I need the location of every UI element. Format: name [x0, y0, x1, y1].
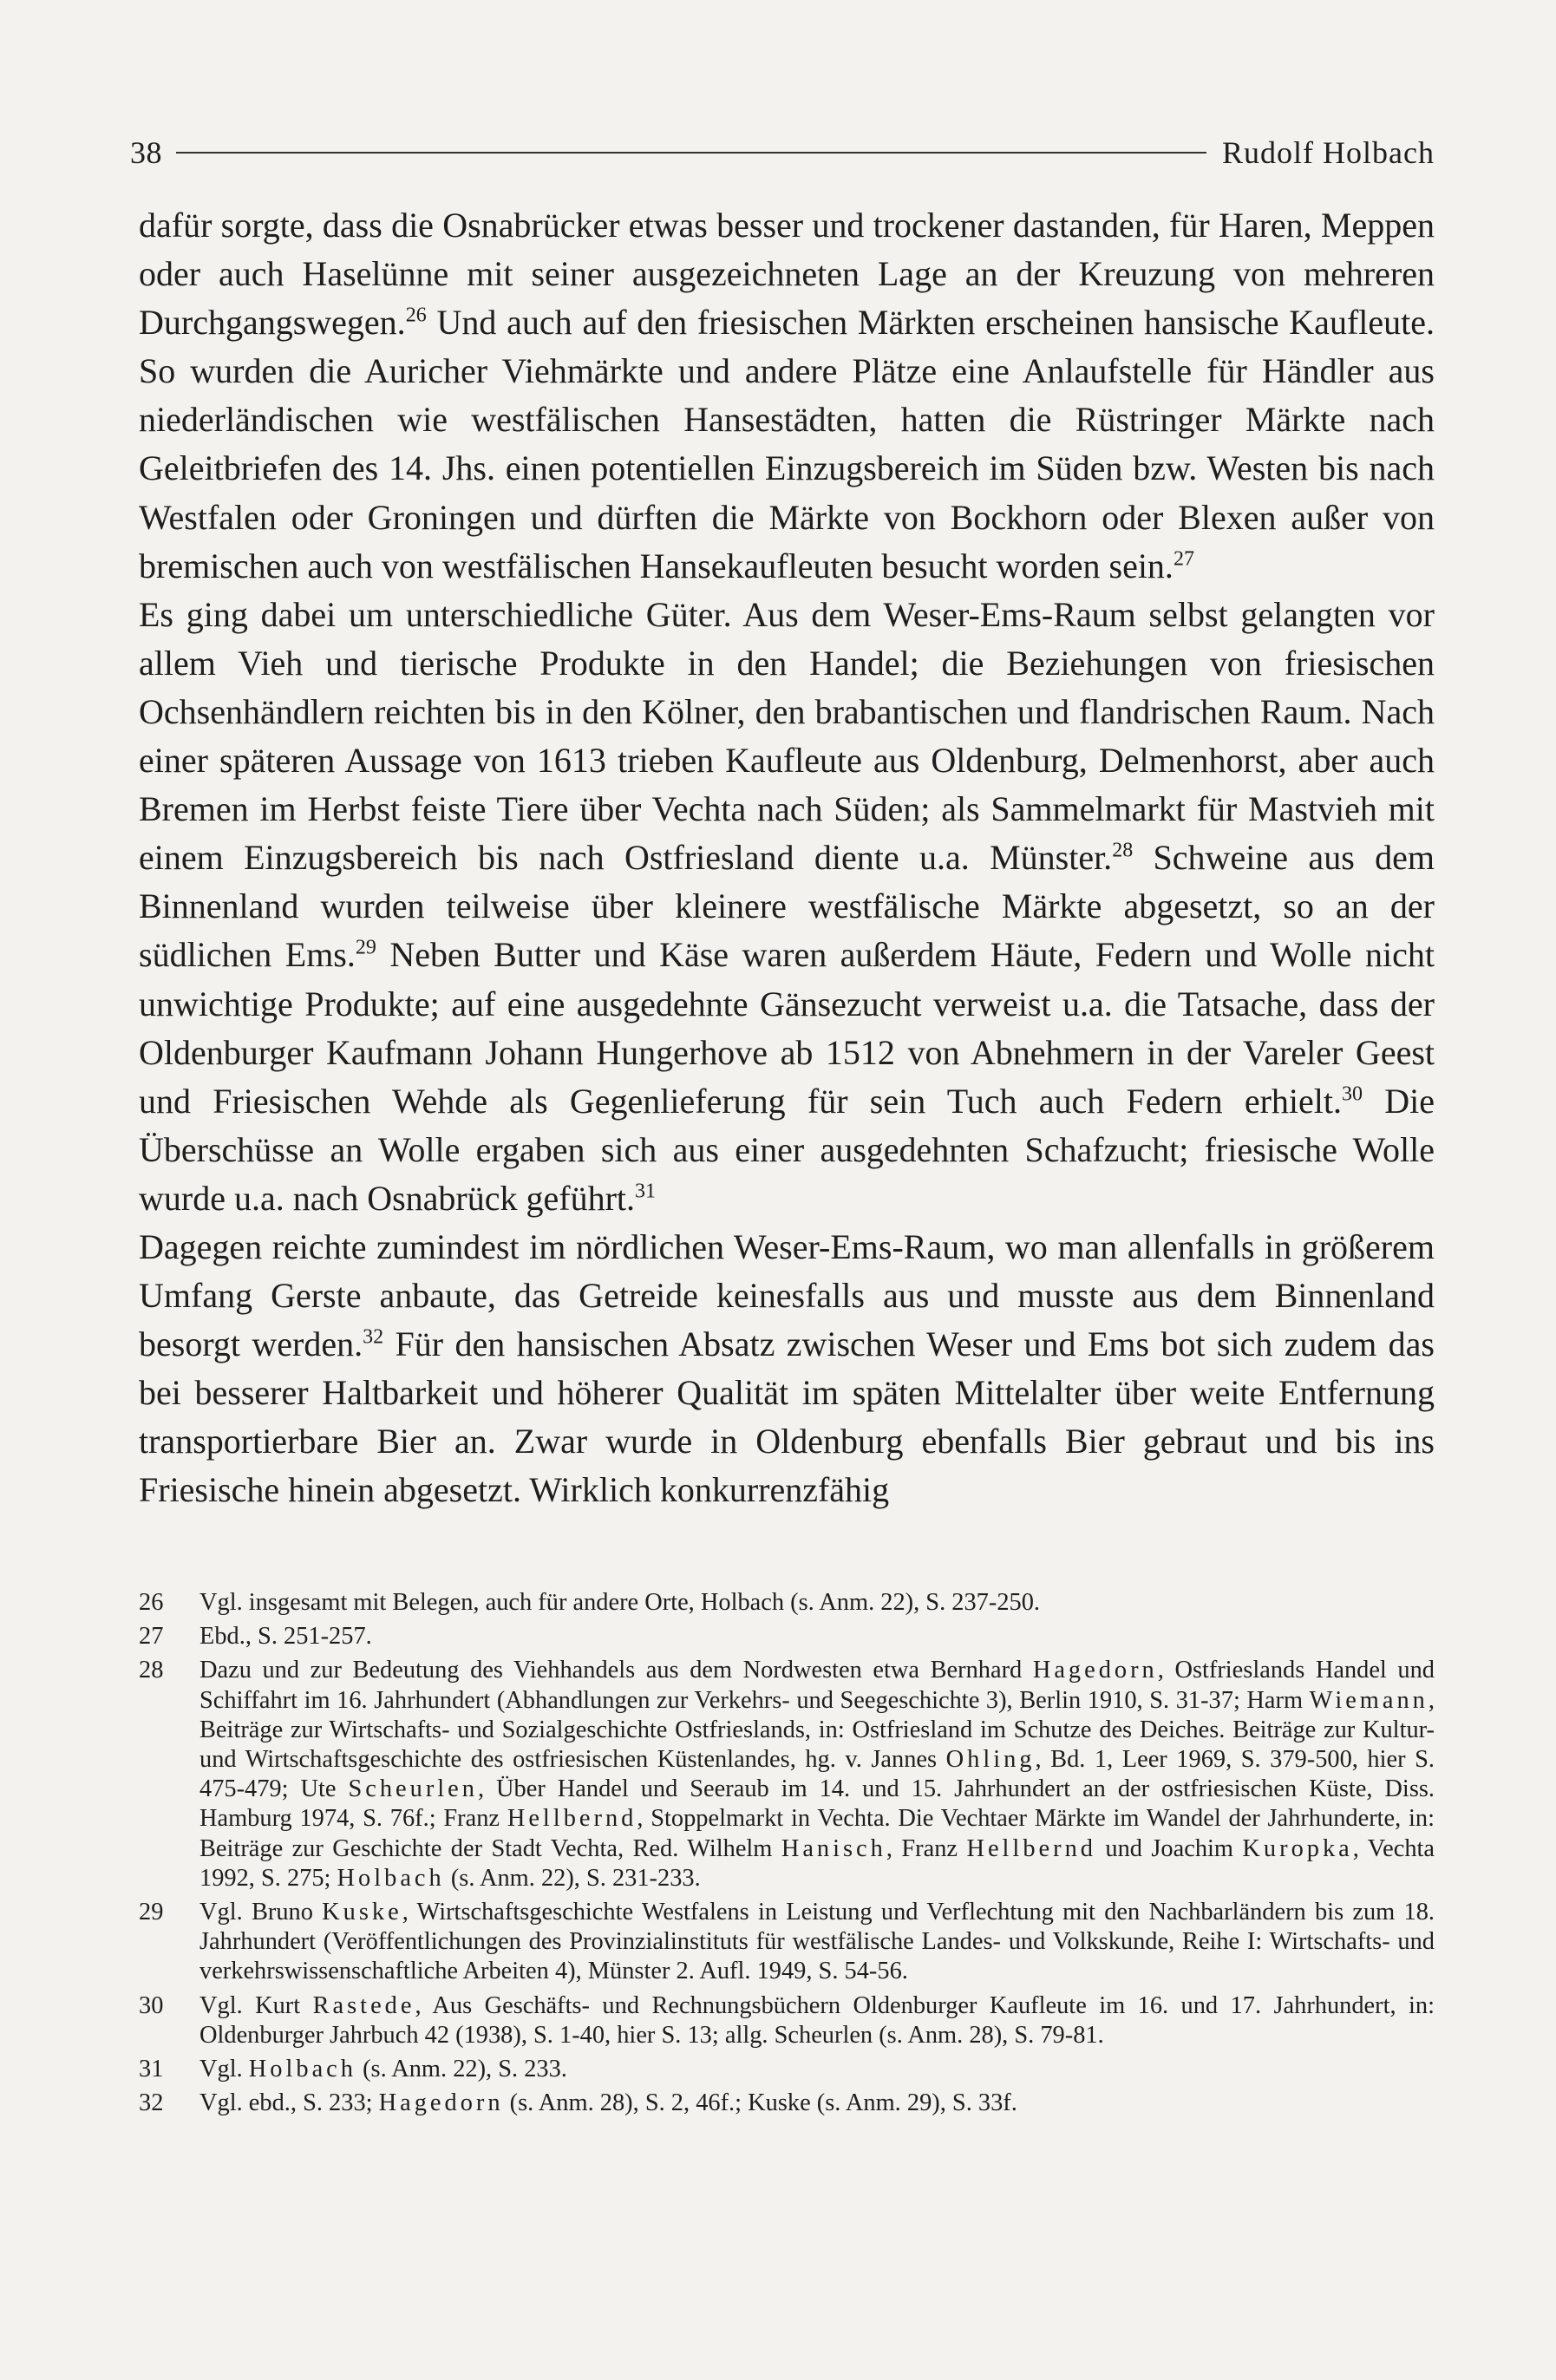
text-run: (s. Anm. 22), S. 233. [356, 2056, 567, 2083]
footnotes [139, 1588, 1435, 2122]
footnote-number: 27 [139, 1623, 164, 1651]
text-run: (s. Anm. 22), S. 231-233. [444, 1864, 701, 1892]
text-run: Die Überschüsse an Wolle ergaben sich aus einer ausgedehnten Schafzucht; friesische Wolle wurde u.a. nach Osnabrück geführt. [139, 1081, 1435, 1218]
author-name: Hellbernd [966, 1834, 1096, 1862]
text-run: Dagegen reichte zumindest im nördlichen Weser-Ems-Raum, wo man allenfalls in größerem Umfang Gerste anbaute, das Getreide keinesfalls aus und musste aus dem Binnenland besorgt werden. [139, 1226, 1435, 1364]
author-name: Holbach [337, 1864, 445, 1892]
body-text [139, 201, 1435, 1515]
footnote-text [199, 1588, 1435, 1618]
footnote-number: 31 [139, 2056, 164, 2083]
text-run: Schweine aus dem Binnenland wurden teilweise über kleinere westfälische Märkte abgesetzt, so an der südlichen Ems. [139, 838, 1435, 975]
author-name: Scheurlen [348, 1775, 478, 1803]
footnote-text [199, 2055, 1435, 2084]
footnote-ref: 30 [1342, 1082, 1363, 1106]
footnote-ref: 28 [1112, 839, 1134, 862]
header-rule [176, 152, 1206, 154]
text-run: , Stoppelmarkt in Vechta. Die Vechtaer Märkte im Wandel der Jahrhunderte, in: Beiträge zur Geschichte der Stadt Vechta, Red. Wilhelm [199, 1805, 1435, 1862]
footnote-ref: 26 [405, 304, 427, 327]
footnote-text [199, 1656, 1435, 1893]
paragraph [139, 1223, 1435, 1515]
footnote-ref: 32 [363, 1325, 384, 1349]
footnote-ref: 27 [1173, 547, 1194, 571]
text-run: (s. Anm. 28), S. 2, 46f.; Kuske (s. Anm. 29), S. 33f. [503, 2089, 1017, 2117]
footnote [139, 2055, 1435, 2084]
footnote-number: 28 [139, 1657, 164, 1684]
author-name: Hagedorn [1032, 1657, 1158, 1684]
text-run: Vgl. Kurt [199, 1991, 313, 2019]
author-name: Kuropka [1242, 1834, 1353, 1862]
footnote [139, 2089, 1435, 2118]
author-name: Rastede [312, 1991, 415, 2019]
text-run: dafür sorgte, dass die Osnabrücker etwas besser und trockener dastanden, für Haren, Meppen oder auch Haselünne mit seiner ausgezeichneten Lage an der Kreuzung von mehreren Durchgangswegen. [139, 206, 1435, 343]
author-name: Wiemann [1309, 1686, 1429, 1714]
text-run: Vgl. insgesamt mit Belegen, auch für andere Orte, Holbach (s. Anm. 22), S. 237-250. [199, 1589, 1041, 1616]
author-name: Hagedorn [378, 2089, 504, 2117]
text-run: Vgl. [199, 2056, 249, 2083]
page-header [130, 128, 1435, 177]
author-name: Kuske [322, 1899, 402, 1926]
author-name: Ohling [945, 1746, 1036, 1774]
paragraph [139, 201, 1435, 591]
footnote-number: 29 [139, 1899, 164, 1926]
text-run: , Ostfrieslands Handel und Schiffahrt im 16. Jahrhundert (Abhandlungen zur Verkehrs- und Seegeschichte 3), Berlin 1910, S. 31-37; Harm [199, 1657, 1435, 1714]
text-run: Es ging dabei um unterschiedliche Güter. Aus dem Weser-Ems-Raum selbst gelangten vor allem Vieh und tierische Produkte in den Handel; die Beziehungen von friesischen Ochsenhändlern reichten bis in den Kölner, den brabantischen und flandrischen Raum. Nach einer späteren Aussage von 1613 trieben Kaufleute aus Oldenburg, Delmenhorst, aber auch Bremen im Herbst feiste Tiere über Vechta nach Süden; als Sammelmarkt für Mastvieh mit einem Einzugsbereich bis nach Ostfriesland diente u.a. Münster. [139, 594, 1435, 878]
footnote [139, 1898, 1435, 1987]
footnote-text [199, 1991, 1435, 2050]
footnote-number: 26 [139, 1589, 164, 1616]
text-run: Neben Butter und Käse waren außerdem Häute, Federn und Wolle nicht unwichtige Produkte; auf eine ausgedehnte Gänsezucht verweist u.a. die Tatsache, dass der Oldenburger Kaufmann Johann Hungerhove ab 1512 von Abnehmern in der Vareler Geest und Friesischen Wehde als Gegenlieferung für sein Tuch auch Federn erhielt. [139, 935, 1435, 1121]
author-name: Hellbernd [507, 1805, 637, 1833]
paragraph [139, 591, 1435, 1223]
text-run: Ebd., S. 251-257. [199, 1623, 372, 1651]
text-run: , Wirtschaftsgeschichte Westfalens in Leistung und Verflechtung mit den Nachbarländern bis zum 18. Jahrhundert (Veröffentlichungen des Provinzialinstituts für westfälische Landes- und Volkskunde, Reihe I: Wirtschafts- und verkehrswissenschaftliche Arbeiten 4), Münster 2. Aufl. 1949, S. 54-56. [199, 1899, 1435, 1985]
page-number: 38 [130, 135, 162, 170]
text-run: , Beiträge zur Wirtschafts- und Sozialgeschichte Ostfrieslands, in: Ostfriesland im Schutze des Deiches. Beiträge zur Kultur- und Wirtschaftsgeschichte des ostfriesischen Küstenlandes, hg. v. Jannes [199, 1686, 1435, 1774]
text-run: , Aus Geschäfts- und Rechnungsbüchern Oldenburger Kaufleute im 16. und 17. Jahrhundert, in: Oldenburger Jahrbuch 42 (1938), S. 1-40, hier S. 13; allg. Scheurlen (s. Anm. 28), S. 79-81. [199, 1991, 1435, 2049]
author-name: Hanisch [781, 1834, 886, 1862]
text-run: Und auch auf den friesischen Märkten erscheinen hansische Kaufleute. So wurden die Auricher Viehmärkte und andere Plätze eine Anlaufstelle für Händler aus niederländischen wie westfälischen Hansestädten, hatten die Rüstringer Märkte nach Geleitbriefen des 14. Jhs. einen potentiellen Einzugsbereich im Süden bzw. Westen bis nach Westfalen oder Groningen und dürften die Märkte von Bockhorn oder Blexen außer von bremischen auch von westfälischen Hansekaufleuten besucht worden sein. [139, 303, 1435, 585]
footnote [139, 1991, 1435, 2050]
footnote [139, 1656, 1435, 1893]
footnote-text [199, 1898, 1435, 1987]
text-run: Dazu und zur Bedeutung des Viehhandels aus dem Nordwesten etwa Bernhard [199, 1657, 1033, 1684]
footnote-ref: 29 [355, 937, 376, 960]
text-run: Vgl. Bruno [199, 1899, 323, 1926]
running-head: Rudolf Holbach [1222, 135, 1435, 170]
text-run: , Franz [886, 1834, 967, 1862]
footnote-ref: 31 [635, 1180, 657, 1203]
text-run: Für den hansischen Absatz zwischen Weser und Ems bot sich zudem das bei besserer Haltbarkeit und höherer Qualität im späten Mittelalter über weite Entfernung transportierbare Bier an. Zwar wurde in Oldenburg ebenfalls Bier gebraut und bis ins Friesische hinein abgesetzt. Wirklich konkurrenzfähig [139, 1324, 1435, 1510]
text-run: , Über Handel und Seeraub im 14. und 15. Jahrhundert an der ostfriesischen Küste, Diss. Hamburg 1974, S. 76f.; Franz [199, 1775, 1435, 1833]
text-run: Vgl. ebd., S. 233; [199, 2089, 379, 2117]
footnote-text [199, 2089, 1435, 2118]
text-run: , Bd. 1, Leer 1969, S. 379-500, hier S. 475-479; Ute [199, 1746, 1435, 1803]
text-run: und Joachim [1095, 1834, 1243, 1862]
footnote-text [199, 1622, 1435, 1651]
footnote-number: 30 [139, 1991, 164, 2019]
text-run: , Vechta 1992, S. 275; [199, 1834, 1435, 1892]
footnote-number: 32 [139, 2089, 164, 2117]
footnote [139, 1622, 1435, 1651]
author-name: Holbach [248, 2056, 356, 2083]
footnote [139, 1588, 1435, 1618]
